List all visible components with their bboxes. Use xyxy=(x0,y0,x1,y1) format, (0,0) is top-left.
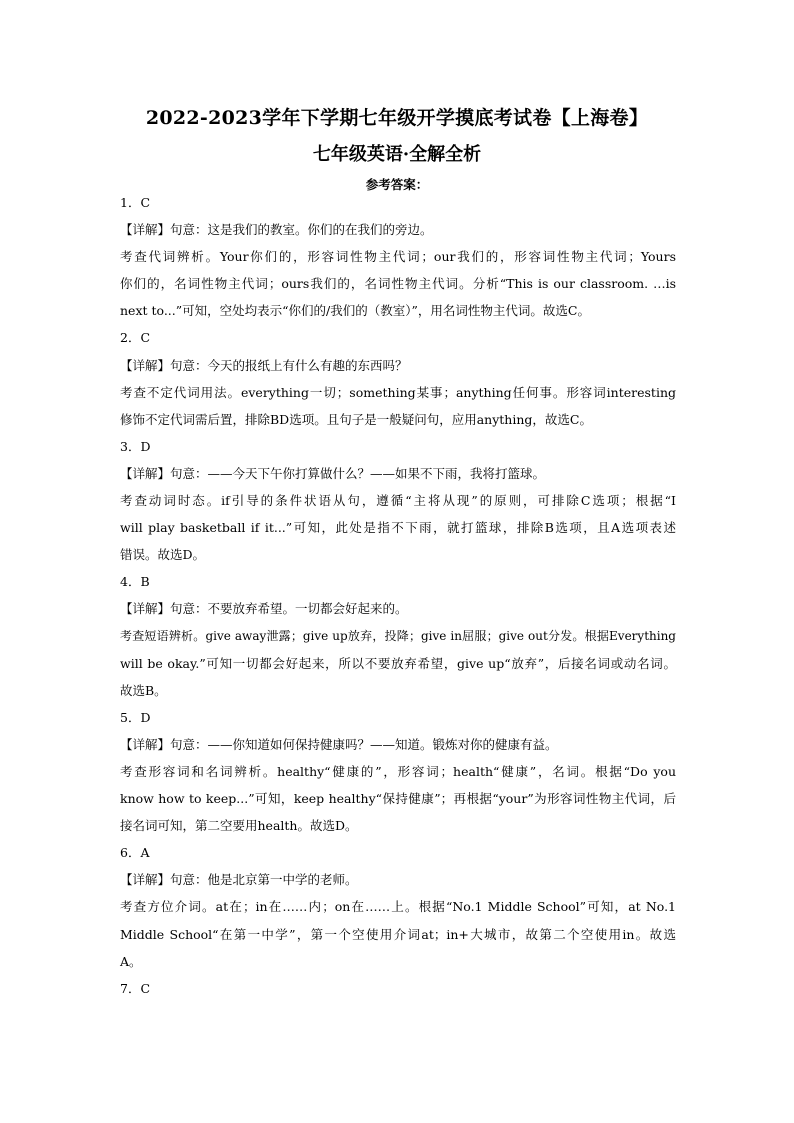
explanation-line: 【详解】句意：今天的报纸上有什么有趣的东西吗？ xyxy=(120,357,408,373)
explanation-line: know how to keep...”可知，keep healthy“保持健康”；再根据“your”为形容词性物主代词，后 xyxy=(120,791,676,807)
explanation-line: 【详解】句意：这是我们的教室。你们的在我们的旁边。 xyxy=(120,222,433,238)
explanation-line: 考查短语辨析。give away泄露；give up放弃，投降；give in屈服；give out分发。根据Everything xyxy=(120,628,676,643)
explanation-line: will be okay.”可知一切都会好起来，所以不要放弃希望，give up“放弃”，后接名词或动名词。 xyxy=(120,655,676,671)
explanation-line: 错误。故选D。 xyxy=(120,547,206,563)
document-subtitle: 七年级英语·全解全析 xyxy=(312,144,482,165)
document-title: 2022-2023学年下学期七年级开学摸底考试卷【上海卷】 xyxy=(145,107,649,129)
explanation-line: 修饰不定代词需后置，排除BD选项。且句子是一般疑问句，应用anything，故选C。 xyxy=(120,411,592,427)
question-number: 7．C xyxy=(120,980,151,996)
explanation-line: 接名词可知，第二空要用health。故选D。 xyxy=(120,818,358,834)
question-number: 5．D xyxy=(120,709,151,725)
question-number: 1．C xyxy=(120,195,151,210)
explanation-line: Middle School“在第一中学”，第一个空使用介词at；in+大城市，故第二个空使用in。故选 xyxy=(120,926,676,942)
explanation-line: will play basketball if it...”可知，此处是指不下雨，就打篮球，排除B选项，且A选项表述 xyxy=(120,520,676,536)
question-number: 2．C xyxy=(120,330,151,346)
explanation-line: 你们的，名词性物主代词；ours我们的，名词性物主代词。分析“This is our classroom. …is xyxy=(120,276,676,292)
explanation-line: 考查不定代词用法。everything一切；something某事；anything任何事。形容词interesting xyxy=(120,384,676,400)
explanation-line: 【详解】句意：不要放弃希望。一切都会好起来的。 xyxy=(120,601,408,617)
explanation-line: next to...”可知，空处均表示“你们的/我们的（教室）”，用名词性物主代词。故选C。 xyxy=(120,303,590,319)
answers-heading: 参考答案： xyxy=(365,177,429,192)
explanation-line: 【详解】句意：——你知道如何保持健康吗？——知道。锻炼对你的健康有益。 xyxy=(120,736,558,752)
question-number: 6．A xyxy=(120,845,150,861)
explanation-line: 【详解】句意：——今天下午你打算做什么？——如果不下雨，我将打篮球。 xyxy=(120,465,546,481)
explanation-line: 【详解】句意：他是北京第一中学的老师。 xyxy=(120,872,358,888)
explanation-line: 考查形容词和名词辨析。healthy“健康的”，形容词；health“健康”，名词。根据“Do you xyxy=(120,763,676,779)
question-number: 4．B xyxy=(120,574,150,590)
explanation-line: 考查动词时态。if引导的条件状语从句，遵循“主将从现”的原则，可排除C选项；根据“I xyxy=(120,493,676,509)
explanation-line: A。 xyxy=(120,953,142,969)
explanation-line: 故选B。 xyxy=(120,682,167,698)
answer-explanations xyxy=(120,189,676,1002)
explanation-line: 考查代词辨析。Your你们的，形容词性物主代词；our我们的，形容词性物主代词；Yours xyxy=(120,249,676,265)
explanation-line: 考查方位介词。at在；in在……内；on在……上。根据“No.1 Middle School”可知，at No.1 xyxy=(120,899,676,915)
question-number: 3．D xyxy=(120,438,151,454)
